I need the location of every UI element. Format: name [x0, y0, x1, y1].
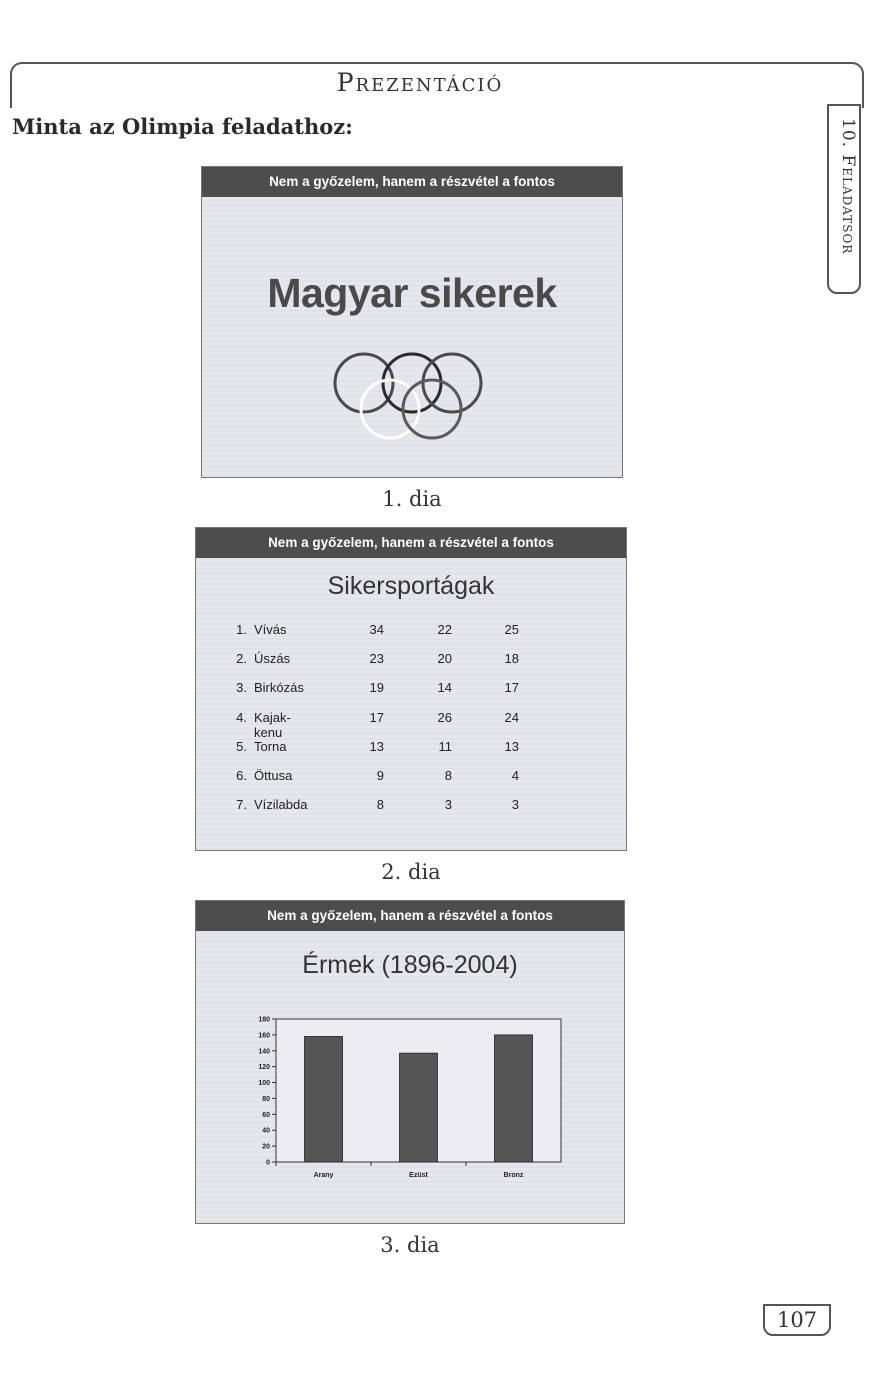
side-tab-label: 10. Feladatsor	[838, 118, 858, 255]
y-tick-label: 20	[262, 1143, 270, 1151]
sport-name: Vízilabda	[254, 797, 308, 812]
bronze-count: 18	[504, 651, 519, 666]
bronze-count: 25	[504, 622, 519, 637]
intro-text: Minta az Olimpia feladathoz:	[12, 114, 353, 139]
silver-count: 11	[438, 739, 452, 754]
y-tick-label: 180	[258, 1016, 270, 1024]
x-tick-label: Arany	[313, 1172, 334, 1179]
gold-count: 13	[369, 739, 384, 754]
bronze-count: 17	[504, 680, 519, 695]
y-tick-label: 80	[262, 1095, 270, 1103]
slide-3-title: Érmek (1896-2004)	[302, 951, 518, 979]
row-number: 3.	[236, 680, 247, 695]
bar	[400, 1053, 438, 1162]
y-tick-label: 160	[258, 1032, 270, 1040]
sport-name: Torna	[254, 739, 287, 754]
silver-count: 26	[437, 710, 452, 725]
olympic-rings-icon	[332, 347, 492, 443]
sport-name: Öttusa	[254, 768, 293, 783]
gold-count: 34	[369, 622, 384, 637]
y-tick-label: 120	[258, 1064, 270, 1072]
sport-name: Birkózás	[254, 680, 304, 695]
slide-header-bar: Nem a győzelem, hanem a részvétel a fontos	[202, 167, 622, 197]
sport-name: Vívás	[254, 622, 287, 637]
slide-1-caption: 1. dia	[382, 487, 442, 511]
silver-count: 20	[437, 651, 452, 666]
silver-count: 14	[437, 680, 452, 695]
x-tick-label: Bronz	[503, 1172, 524, 1179]
row-number: 7.	[236, 797, 247, 812]
sport-name: Úszás	[254, 651, 291, 666]
slide-3	[195, 900, 625, 1224]
row-number: 6.	[236, 768, 247, 783]
x-tick-label: Ezüst	[409, 1172, 428, 1179]
medal-bar-chart	[236, 1009, 576, 1199]
page-number: 107	[763, 1304, 831, 1336]
bar	[495, 1035, 533, 1162]
chapter-title: Prezentáció	[336, 68, 504, 97]
silver-count: 3	[444, 797, 452, 812]
row-number: 2.	[236, 651, 247, 666]
silver-count: 22	[437, 622, 452, 637]
bronze-count: 13	[504, 739, 519, 754]
sport-name: Kajak-kenu	[254, 710, 291, 740]
y-tick-label: 60	[262, 1111, 270, 1119]
y-tick-label: 140	[258, 1048, 270, 1056]
bronze-count: 24	[504, 710, 519, 725]
slide-2	[195, 527, 627, 851]
gold-count: 19	[369, 680, 384, 695]
slide-1	[201, 166, 623, 478]
bronze-count: 3	[511, 797, 519, 812]
gold-count: 23	[369, 651, 384, 666]
y-tick-label: 0	[266, 1159, 270, 1167]
silver-count: 8	[444, 768, 452, 783]
row-number: 4.	[236, 710, 247, 725]
y-tick-label: 100	[258, 1080, 270, 1088]
gold-count: 8	[376, 797, 384, 812]
bronze-count: 4	[511, 768, 519, 783]
slide-header-bar: Nem a győzelem, hanem a részvétel a fontos	[196, 528, 626, 558]
slide-header-bar: Nem a győzelem, hanem a részvétel a fontos	[196, 901, 624, 931]
slide-2-caption: 2. dia	[381, 860, 441, 884]
slide-2-title: Sikersportágak	[327, 572, 495, 600]
slide-3-caption: 3. dia	[380, 1233, 440, 1257]
row-number: 1.	[236, 622, 247, 637]
gold-count: 17	[369, 710, 384, 725]
row-number: 5.	[236, 739, 247, 754]
gold-count: 9	[376, 768, 384, 783]
y-tick-label: 40	[262, 1127, 270, 1135]
bar	[305, 1036, 343, 1162]
slide-1-title: Magyar sikerek	[267, 270, 557, 316]
